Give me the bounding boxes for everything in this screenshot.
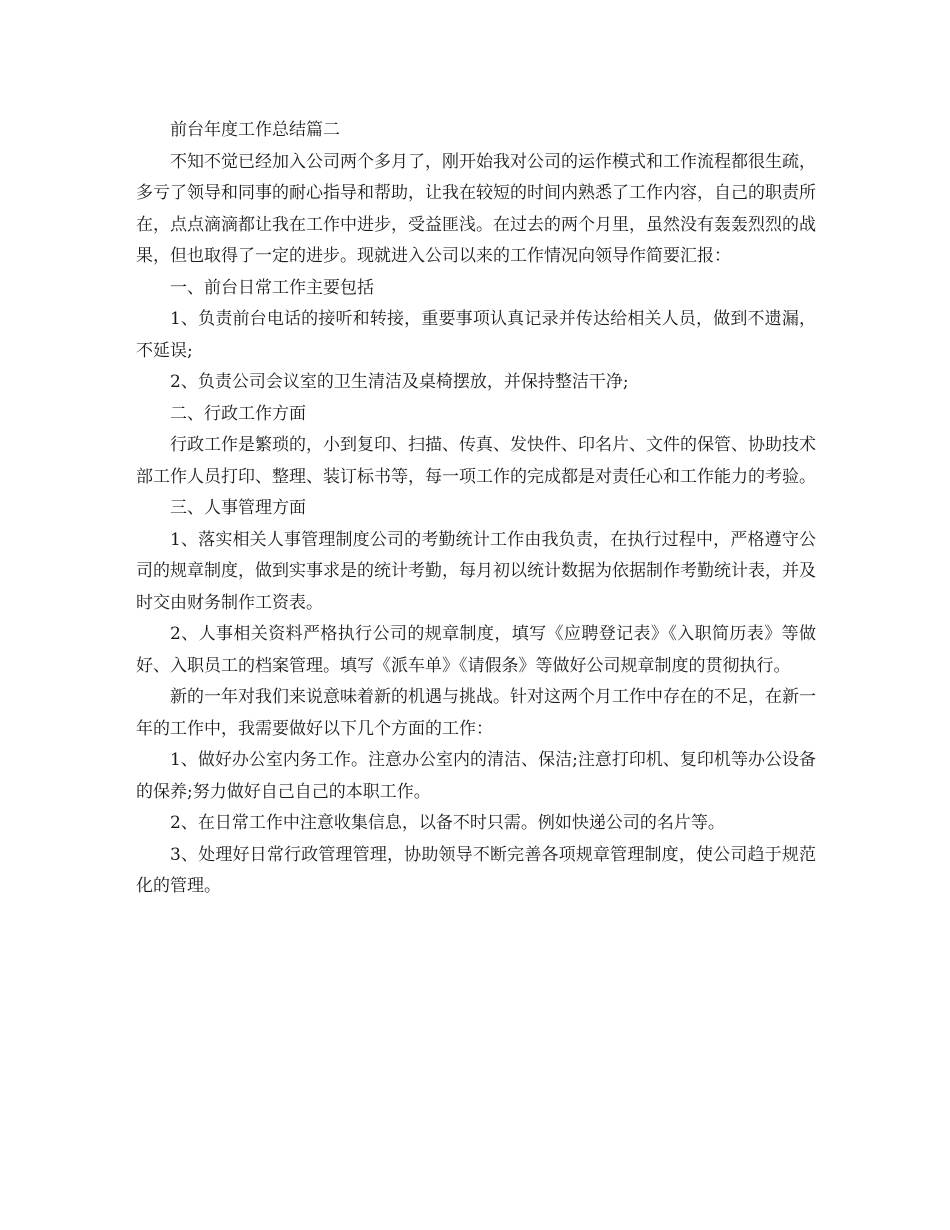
heading-administrative-work: 二、行政工作方面 [170,403,306,424]
paragraph-front-desk-item-2: 2、负责公司会议室的卫生清洁及桌椅摆放，并保持整洁干净; [170,372,629,392]
heading-front-desk-daily-work: 一、前台日常工作主要包括 [170,277,374,298]
paragraph-personnel-item-1: 1、落实相关人事管理制度公司的考勤统计工作由我负责，在执行过程中，严格遵守公司的规章制度，做到实事求是的统计考勤，每月初以统计数据为依据制作考勤统计表，并及时交由财务制作工资表。 [136,529,816,613]
document-body [136,115,816,903]
paragraph-personnel-item-2: 2、人事相关资料严格执行公司的规章制度，填写《应聘登记表》《入职简历表》等做好、入职员工的档案管理。填写《派车单》《请假条》等做好公司规章制度的贯彻执行。 [136,624,816,676]
paragraph-plan-item-1: 1、做好办公室内务工作。注意办公室内的清洁、保洁;注意打印机、复印机等办公设备的保养;努力做好自己自己的本职工作。 [136,750,816,802]
paragraph-plan-item-2: 2、在日常工作中注意收集信息，以备不时只需。例如快递公司的名片等。 [170,813,725,833]
heading-personnel-management: 三、人事管理方面 [170,498,306,518]
paragraph-administrative-work: 行政工作是繁琐的，小到复印、扫描、传真、发快件、印名片、文件的保管、协助技术部工作人员打印、整理、装订标书等，每一项工作的完成都是对责任心和工作能力的考验。 [136,435,816,487]
paragraph-intro: 不知不觉已经加入公司两个多月了，刚开始我对公司的运作模式和工作流程都很生疏，多亏了领导和同事的耐心指导和帮助，让我在较短的时间内熟悉了工作内容，自己的职责所在，点点滴滴都让我在工作中进步，受益匪浅。在过去的两个月里，虽然没有轰轰烈烈的战果，但也取得了一定的进步。现就进入公司以来的工作情况向领导作简要汇报： [136,151,816,266]
paragraph-new-year-plan: 新的一年对我们来说意味着新的机遇与挑战。针对这两个月工作中存在的不足，在新一年的工作中，我需要做好以下几个方面的工作： [136,687,816,739]
document-title: 前台年度工作总结篇二 [170,120,340,140]
paragraph-plan-item-3: 3、处理好日常行政管理管理，协助领导不断完善各项规章管理制度，使公司趋于规范化的管理。 [136,844,816,896]
paragraph-front-desk-item-1: 1、负责前台电话的接听和转接，重要事项认真记录并传达给相关人员，做到不遗漏，不延误; [136,309,816,361]
